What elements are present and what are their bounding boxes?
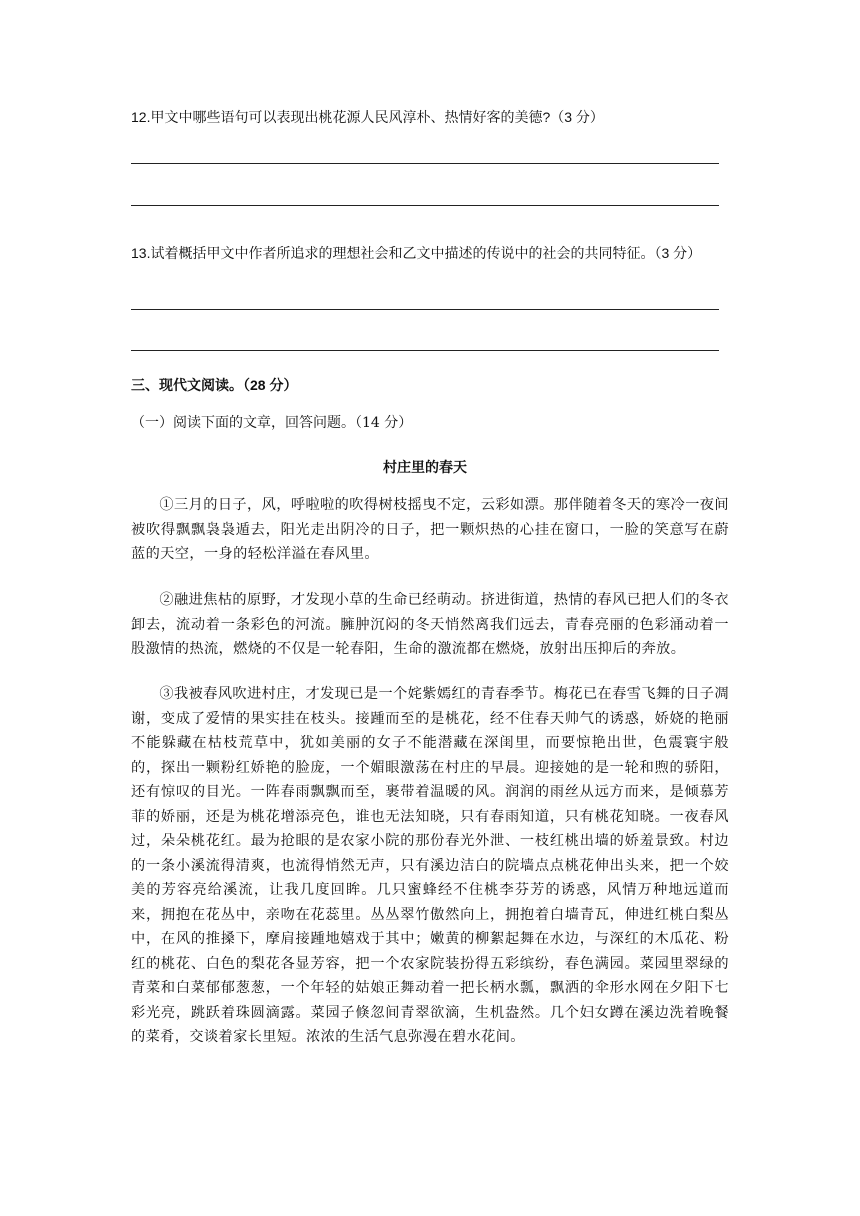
article-paragraph-2: ②融进焦枯的原野，才发现小草的生命已经萌动。挤进街道，热情的春风已把人们的冬衣卸去，流动着一条彩色的河流。臃肿沉闷的冬天悄然离我们远去，青春亮丽的色彩涌动着一股激情的热流，燃烧的不仅是一轮春阳，生命的激流都在燃烧，放射出压抑后的奔放。 (131, 592, 729, 657)
section-subtitle: （一）阅读下面的文章，回答问题。（14 分） (131, 415, 413, 431)
section-title: 三、现代文阅读。（28 分） (131, 377, 298, 393)
article-title: 村庄里的春天 (383, 459, 467, 475)
question-13: 13.试着概括甲文中作者所追求的理想社会和乙文中描述的传说中的社会的共同特征。（3 分） (131, 245, 702, 261)
article-paragraph-1: ①三月的日子，风，呼啦啦的吹得树枝摇曳不定，云彩如漂。那伴随着冬天的寒冷一夜间被吹得飘飘袅袅遁去，阳光走出阴冷的日子，把一颗炽热的心挂在窗口，一脸的笑意写在蔚蓝的天空，一身的轻松洋溢在春风里。 (131, 497, 729, 562)
answer-line[interactable] (131, 309, 719, 310)
answer-line[interactable] (131, 350, 719, 351)
question-12: 12.甲文中哪些语句可以表现出桃花源人民风淳朴、热情好客的美德?（3 分） (131, 109, 604, 125)
article-paragraph-3: ③我被春风吹进村庄，才发现已是一个姹紫嫣红的青春季节。梅花已在春雪飞舞的日子凋谢，变成了爱情的果实挂在枝头。接踵而至的是桃花，经不住春天帅气的诱惑，娇娆的艳丽不能躲藏在枯枝荒草中，犹如美丽的女子不能潜藏在深闺里，而要惊艳出世，色震寰宇般的，探出一颗粉红娇艳的脸庞，一个媚眼激荡在村庄的早晨。迎接她的是一轮和煦的骄阳，还有惊叹的目光。一阵春雨飘飘而至，裹带着温暖的风。润润的雨丝从远方而来，是倾慕芳菲的娇丽，还是为桃花增添亮色，谁也无法知晓，只有春雨知道，只有桃花知晓。一夜春风过，朵朵桃花红。最为抢眼的是农家小院的那份春光外泄、一枝红桃出墙的娇羞景致。村边的一条小溪流得清爽，也流得悄然无声，只有溪边洁白的院墙点点桃花伸出头来，把一个姣美的芳容亮给溪流，让我几度回眸。几只蜜蜂经不住桃李芬芳的诱惑，风情万种地远道而来，拥抱在花丛中，亲吻在花蕊里。丛丛翠竹傲然向上，拥抱着白墙青瓦，伸进红桃白梨丛中，在风的推搡下，摩肩接踵地嬉戏于其中；嫩黄的柳絮起舞在水边，与深红的木瓜花、粉红的桃花、白色的梨花各显芳容，把一个农家院装扮得五彩缤纷，春色满园。菜园里翠绿的青菜和白菜郁郁葱葱，一个年轻的姑娘正舞动着一把长柄水瓢，飘洒的伞形水网在夕阳下七彩光亮，跳跃着珠圆滴露。菜园子倏忽间青翠欲滴，生机盎然。几个妇女蹲在溪边洗着晚餐的菜肴，交谈着家长里短。浓浓的生活气息弥漫在碧水花间。 (131, 686, 729, 1045)
answer-line[interactable] (131, 163, 719, 164)
answer-line[interactable] (131, 205, 719, 206)
